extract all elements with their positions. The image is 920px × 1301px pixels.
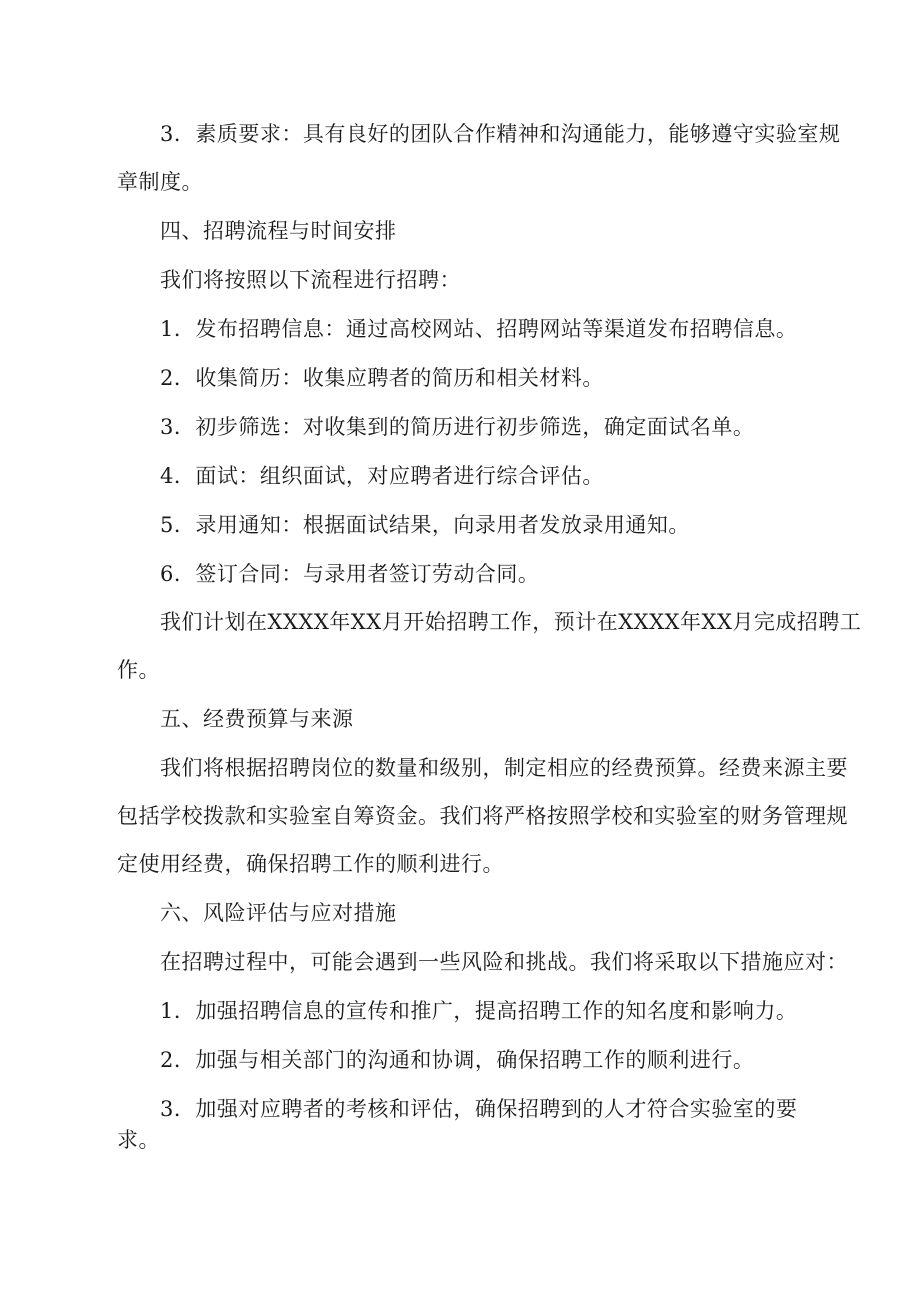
- paragraph-line: 作。: [117, 658, 160, 682]
- section-heading: 四、招聘流程与时间安排: [160, 219, 397, 243]
- paragraph-line: 我们将按照以下流程进行招聘：: [160, 268, 461, 292]
- paragraph-line: 定使用经费，确保招聘工作的顺利进行。: [117, 852, 504, 876]
- paragraph-line: 章制度。: [117, 170, 203, 194]
- paragraph-line: 求。: [117, 1128, 160, 1152]
- list-item: 2．加强与相关部门的沟通和协调，确保招聘工作的顺利进行。: [160, 1048, 755, 1072]
- list-item: 2．收集简历：收集应聘者的简历和相关材料。: [160, 366, 604, 390]
- list-item: 1．加强招聘信息的宣传和推广，提高招聘工作的知名度和影响力。: [160, 999, 798, 1023]
- paragraph-line: 我们将根据招聘岗位的数量和级别，制定相应的经费预算。经费来源主要: [160, 756, 848, 780]
- list-item: 6．签订合同：与录用者签订劳动合同。: [160, 562, 540, 586]
- list-item: 5．录用通知：根据面试结果，向录用者发放录用通知。: [160, 513, 690, 537]
- paragraph-line: 包括学校拨款和实验室自筹资金。我们将严格按照学校和实验室的财务管理规: [117, 804, 848, 828]
- paragraph-line: 3．素质要求：具有良好的团队合作精神和沟通能力，能够遵守实验室规: [160, 122, 841, 146]
- paragraph-line: 我们计划在XXXX年XX月开始招聘工作，预计在XXXX年XX月完成招聘工: [160, 610, 862, 634]
- paragraph-line: 在招聘过程中，可能会遇到一些风险和挑战。我们将采取以下措施应对：: [160, 950, 848, 974]
- list-item: 3．初步筛选：对收集到的简历进行初步筛选，确定面试名单。: [160, 415, 755, 439]
- section-heading: 六、风险评估与应对措施: [160, 901, 397, 925]
- section-heading: 五、经费预算与来源: [160, 707, 354, 731]
- list-item: 3．加强对应聘者的考核和评估，确保招聘到的人才符合实验室的要: [160, 1097, 798, 1121]
- list-item: 4．面试：组织面试，对应聘者进行综合评估。: [160, 464, 604, 488]
- list-item: 1．发布招聘信息：通过高校网站、招聘网站等渠道发布招聘信息。: [160, 317, 798, 341]
